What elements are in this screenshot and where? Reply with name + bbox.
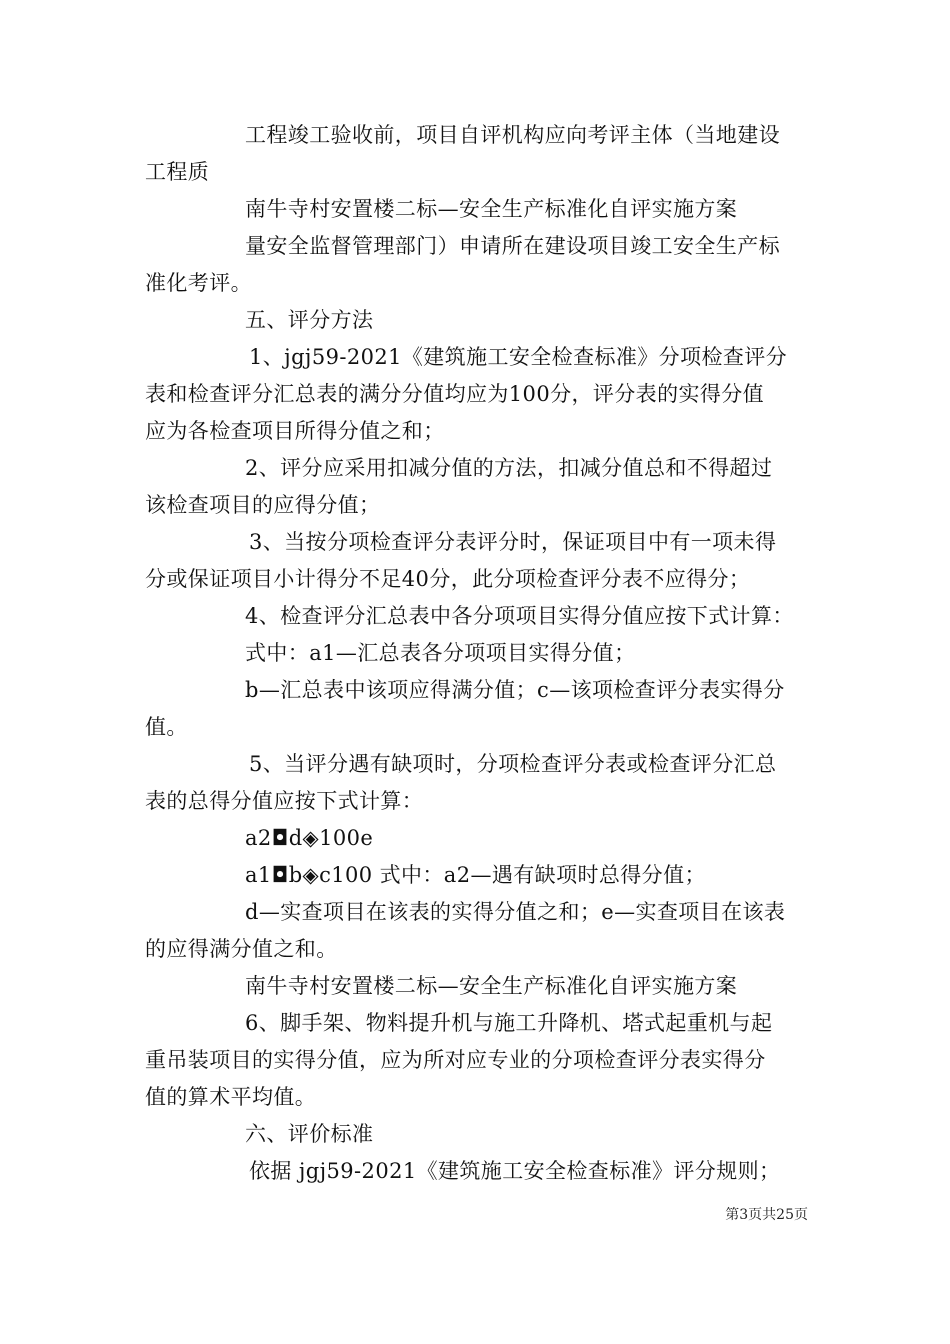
text-line: 准化考评。 — [145, 271, 252, 295]
text-line: 工程竣工验收前，项目自评机构应向考评主体（当地建设 — [245, 123, 780, 147]
text-line: 重吊装项目的实得分值，应为所对应专业的分项检查评分表实得分 — [145, 1048, 766, 1072]
text-line: 南牛寺村安置楼二标—安全生产标准化自评实施方案 — [245, 197, 738, 221]
text-line: 该检查项目的应得分值； — [145, 493, 381, 517]
text-line: 5、当评分遇有缺项时，分项检查评分表或检查评分汇总 — [249, 752, 777, 776]
text-line: 3、当按分项检查评分表评分时，保证项目中有一项未得 — [249, 530, 777, 554]
text-line: 工程质 — [145, 160, 210, 184]
text-line: 分或保证项目小计得分不足40分，此分项检查评分表不应得分； — [145, 567, 751, 591]
document-body — [145, 117, 810, 1190]
text-line: 南牛寺村安置楼二标—安全生产标准化自评实施方案 — [245, 974, 738, 998]
text-line: 式中：a1—汇总表各分项项目实得分值； — [245, 641, 636, 665]
text-line: 应为各检查项目所得分值之和； — [145, 419, 445, 443]
text-line: 6、脚手架、物料提升机与施工升降机、塔式起重机与起 — [245, 1011, 773, 1035]
text-line: 表和检查评分汇总表的满分分值均应为100分，评分表的实得分值 — [145, 382, 765, 406]
text-line: 值的算术平均值。 — [145, 1085, 317, 1109]
text-line: 表的总得分值应按下式计算： — [145, 789, 424, 813]
text-line: 4、检查评分汇总表中各分项项目实得分值应按下式计算： — [245, 604, 794, 628]
text-line: 的应得满分值之和。 — [145, 937, 338, 961]
text-line: 2、评分应采用扣减分值的方法，扣减分值总和不得超过 — [245, 456, 773, 480]
text-line: d—实查项目在该表的实得分值之和；e—实查项目在该表 — [245, 900, 786, 924]
text-line: b—汇总表中该项应得满分值；c—该项检查评分表实得分 — [245, 678, 785, 702]
text-line: 1、jgj59-2021《建筑施工安全检查标准》分项检查评分 — [249, 345, 788, 369]
text-line: 五、评分方法 — [245, 308, 374, 332]
text-line: 依据 jgj59-2021《建筑施工安全检查标准》评分规则； — [249, 1159, 781, 1183]
text-line: a1◘b◈c100 式中：a2—遇有缺项时总得分值； — [245, 863, 706, 887]
text-line: 六、评价标准 — [245, 1122, 374, 1146]
text-line: 量安全监督管理部门）申请所在建设项目竣工安全生产标 — [245, 234, 780, 258]
text-line: a2◘d◈100e — [245, 826, 374, 850]
page-number: 第3页共25页 — [725, 1207, 808, 1223]
text-line: 值。 — [145, 715, 188, 739]
